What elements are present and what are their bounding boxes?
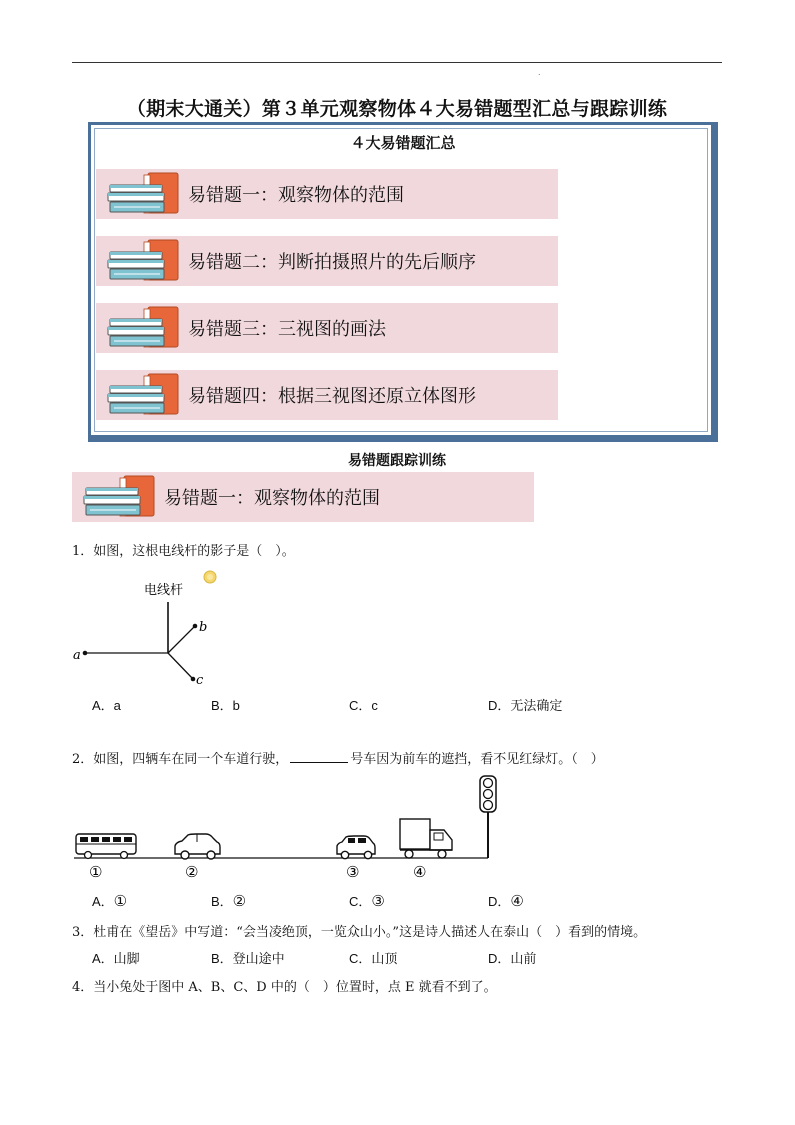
q1-option-c[interactable]: C．c <box>349 698 378 713</box>
pole-label: 电线杆 <box>144 583 184 598</box>
sun-icon <box>204 571 216 583</box>
q2-option-a[interactable]: A．① <box>92 892 128 910</box>
point-a-label: a <box>73 648 81 663</box>
pole-shadow-figure <box>72 565 292 690</box>
q3-option-d[interactable]: D．山前 <box>488 951 537 967</box>
summary-item-2 <box>96 236 558 286</box>
summary-item-3 <box>96 303 558 353</box>
summary-item-4 <box>96 370 558 420</box>
books-icon <box>104 236 184 286</box>
q3-option-a[interactable]: A．山脚 <box>92 951 140 967</box>
q3-option-b[interactable]: B．登山途中 <box>211 951 285 967</box>
summary-item-label: 易错题三：三视图的画法 <box>188 319 386 340</box>
question-3: 3．杜甫在《望岳》中写道：“会当凌绝顶，一览众山小。”这是诗人描述人在泰山（ ）看到的情境。 <box>72 925 647 940</box>
dot-mark: . <box>538 68 541 77</box>
shadow-b-line <box>168 626 195 653</box>
books-icon <box>80 472 160 522</box>
cars-figure <box>72 772 502 882</box>
books-icon <box>104 169 184 219</box>
traffic-light-icon <box>480 776 496 858</box>
shadow-c-line <box>168 653 193 679</box>
question-1: 1．如图，这根电线杆的影子是（ ）。 <box>72 544 295 559</box>
books-icon <box>104 370 184 420</box>
point-c-label: c <box>196 673 204 688</box>
summary-heading: ４大易错题汇总 <box>350 134 456 152</box>
car-icon <box>337 836 375 859</box>
question-2: 2．如图，四辆车在同一个车道行驶， 号车因为前车的遮挡，看不见红绿灯。（ ） <box>72 752 604 767</box>
question-4: 4．当小兔处于图中 A、B、C、D 中的（ ）位置时，点 E 就看不到了。 <box>72 980 497 995</box>
q1-option-a[interactable]: A．a <box>92 698 121 713</box>
q3-option-c[interactable]: C．山顶 <box>349 951 398 967</box>
training-banner-label: 易错题一：观察物体的范围 <box>164 488 380 509</box>
books-icon <box>104 303 184 353</box>
point-b-label: b <box>199 620 208 635</box>
truck-icon <box>400 819 452 858</box>
training-heading: 易错题跟踪训练 <box>348 453 446 469</box>
q2-option-b[interactable]: B．② <box>211 892 247 910</box>
summary-item-label: 易错题一：观察物体的范围 <box>188 185 404 206</box>
header-rule <box>72 62 722 63</box>
answer-blank[interactable] <box>290 750 348 763</box>
car-icon <box>175 834 220 859</box>
car-label-4: ④ <box>413 863 427 881</box>
summary-item-1 <box>96 169 558 219</box>
car-label-3: ③ <box>346 863 360 881</box>
q1-option-d[interactable]: D．无法确定 <box>488 698 563 714</box>
document-title: （期末大通关）第３单元观察物体４大易错题型汇总与跟踪训练 <box>126 98 668 120</box>
car-label-1: ① <box>89 863 103 881</box>
car-label-2: ② <box>185 863 199 881</box>
training-banner <box>72 472 534 522</box>
bus-icon <box>76 834 136 859</box>
q2-option-d[interactable]: D．④ <box>488 892 524 910</box>
q2-option-c[interactable]: C．③ <box>349 892 385 910</box>
summary-item-label: 易错题二：判断拍摄照片的先后顺序 <box>188 252 476 273</box>
summary-item-label: 易错题四：根据三视图还原立体图形 <box>188 386 476 407</box>
q1-option-b[interactable]: B．b <box>211 698 240 713</box>
